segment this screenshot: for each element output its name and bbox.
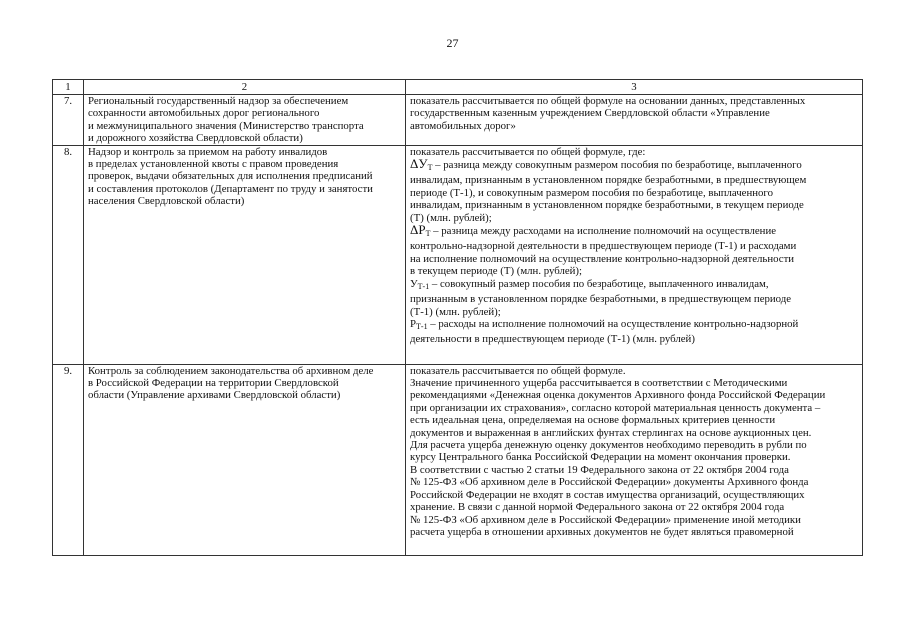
table-header-row [53, 80, 863, 95]
table-row [53, 95, 863, 146]
control-type-name: Региональный государственный надзор за обеспечением сохранности автомобильных дорог регионального и межмуниципального значения (Министерство транспорта и дорожного хозяйства Свердловской области) [84, 95, 406, 146]
header-col-2: 2 [84, 80, 406, 95]
document-table [52, 79, 863, 556]
row-number: 9. [53, 364, 84, 555]
row-number: 7. [53, 95, 84, 146]
table-row [53, 364, 863, 555]
indicator-description: показатель рассчитывается по общей формуле, где: $\Delta У_Т$ – разница между совокупным размером пособия по безработице, выплаченного инвалидам, признанным в установленном порядке безработными, в предшествующем периоде (Т-1), и совокупным размером пособия по безработице, выплаченного инвалидам, признанным в установленном порядке безработными, в текущем периоде (Т) (млн. рублей); $\Delta Р_Т$ – разница между расходами на исполнение полномочий на осуществление контрольно-надзорной деятельности в предшествующем периоде (Т-1) и расходами на исполнение полномочий на осуществление контрольно-надзорной деятельности в текущем периоде (Т) (млн. рублей); $У_{Т-1}$ – совокупный размер пособия по безработице, выплаченного инвалидам, признанным в установленном порядке безработными, в предшествующем периоде (Т-1) (млн. рублей); $Р_{Т-1}$ – расходы на исполнение полномочий на осуществление контрольно-надзорной деятельности в предшествующем периоде (Т-1) (млн. рублей) [406, 145, 863, 364]
page-number: 27 [446, 36, 459, 50]
formula-term-delta-p: $\Delta Р_Т$ – разница между расходами на исполнение полномочий на осуществление [410, 222, 777, 239]
control-type-name: Надзор и контроль за приемом на работу инвалидов в пределах установленной квоты с правом проведения проверок, выдачи обязательных для исполнения предписаний и составления протоколов (Департамент по труду и занятости населения Свердловской области) [84, 145, 406, 364]
control-type-name: Контроль за соблюдением законодательства об архивном деле в Российской Федерации на территории Свердловской области (Управление архивами Свердловской области) [84, 364, 406, 555]
header-col-1: 1 [53, 80, 84, 95]
indicator-description: показатель рассчитывается по общей формуле на основании данных, представленных государственным казенным учреждением Свердловской области «Управление автомобильных дорог» [406, 95, 863, 146]
formula-term-u: $У_{Т-1}$ – совокупный размер пособия по безработице, выплаченного инвалидам, [410, 277, 769, 291]
table-row [53, 145, 863, 364]
row-number: 8. [53, 145, 84, 364]
header-col-3: 3 [406, 80, 863, 95]
formula-term-delta-u: $\Delta У_Т$ – разница между совокупным размером пособия по безработице, выплаченного [410, 156, 802, 173]
formula-term-p: $Р_{Т-1}$ – расходы на исполнение полномочий на осуществление контрольно-надзорной [410, 317, 799, 331]
indicator-description: показатель рассчитывается по общей формуле. Значение причиненного ущерба рассчитывается в соответствии с Методическими рекомендациями «Денежная оценка документов Архивного фонда Российской Федерации при организации их страхования», согласно которой материальная ценность документа – есть идеальная цена, определяемая на основе формальных критериев ценности документов и выраженная в английских фунтах стерлингах на основе аукционных цен. Для расчета ущерба денежную оценку документов необходимо переводить в рубли по курсу Центрального банка Российской Федерации на момент окончания проверки. В соответствии с частью 2 статьи 19 Федерального закона от 22 октября 2004 года № 125-ФЗ «Об архивном деле в Российской Федерации» документы Архивного фонда Российской Федерации не входят в состав имущества организаций, осуществляющих хранение. В связи с данной нормой Федерального закона от 22 октября 2004 года № 125-ФЗ «Об архивном деле в Российской Федерации» применение иной методики расчета ущерба в отношении архивных документов не будет являться правомерной [406, 364, 863, 555]
